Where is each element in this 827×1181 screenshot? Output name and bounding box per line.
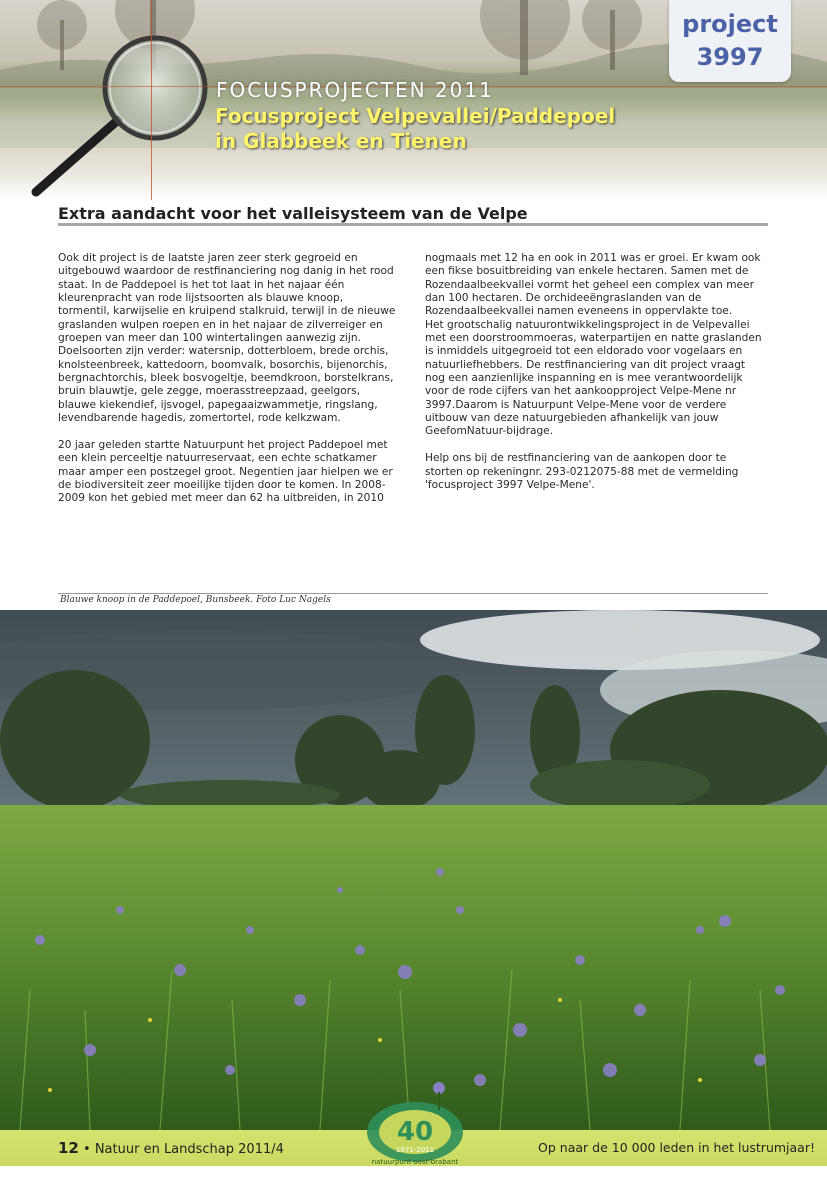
emblem-org: natuurpunt oost-brabant [371, 1158, 459, 1166]
anniversary-emblem-icon [355, 1072, 475, 1168]
project-badge [669, 0, 791, 82]
magazine-name: Natuur en Landschap 2011/4 [94, 1142, 284, 1157]
paragraph: Het grootschalig natuurontwikkelingsproject in de Velpevallei met een doorstroommoeras, waterpartijen en natte graslanden is inmiddels uitgegroeid tot een eldorado voor vogelaars en natuurliefhebbers. De restfinanciering van dit project vraagt nog een aanzienlijke inspanning en is mee verantwoordelijk voor de rode cijfers van het aankoopproject Velpe-Mene nr 3997.Daarom is Natuurpunt Velpe-Mene voor de verdere uitbouw van deze natuurgebieden afhankelijk van jouw GeefomNatuur-bijdrage. [425, 318, 762, 438]
article-column-left [58, 252, 398, 519]
footer-slogan: Op naar de 10 000 leden in het lustrumjaar! [538, 1140, 815, 1155]
footer-separator: • [83, 1142, 91, 1157]
paragraph: 20 jaar geleden startte Natuurpunt het project Paddepoel met een klein perceeltje natuurreservaat, een echte schatkamer maar amper een postzegel groot. Negentien jaar hielpen we er de biodiversiteit zeer moeilijke tijden door te komen. In 2008-2009 kon het gebied met meer dan 62 ha uitbreiden, in 2010 [58, 438, 393, 505]
meadow-photo [0, 610, 827, 1130]
photo-caption: Blauwe knoop in de Paddepoel, Bunsbeek. Foto Luc Nagels [60, 595, 331, 605]
emblem-number: 40 [396, 1117, 434, 1147]
page-title [215, 104, 665, 154]
badge-label: project [682, 10, 778, 38]
section-kicker: FOCUSPROJECTEN 2011 [216, 78, 494, 102]
accent-line-vertical [151, 0, 152, 200]
title-line-2: in Glabbeek en Tienen [215, 129, 467, 153]
paragraph: Help ons bij de restfinanciering van de aankopen door te storten op rekeningnr. 293-0212075-88 met de vermelding 'focusproject 3997 Velpe-Mene'. [425, 452, 739, 491]
footer-page-info [58, 1139, 284, 1157]
paragraph: nogmaals met 12 ha en ook in 2011 was er groei. Er kwam ook een fikse bosuitbreiding van enkele hectaren. Samen met de Rozendaalbeekvallei vormt het geheel een complex van meer dan 100 hectaren. De orchideeëngraslanden van de Rozendaalbeekvallei namen eveneens in oppervlakte toe. [425, 252, 761, 318]
footer-strip [0, 1166, 827, 1181]
paragraph: Ook dit project is de laatste jaren zeer sterk gegroeid en uitgebouwd waardoor de restfinanciering nog danig in het rood staat. In de Paddepoel is het tot laat in het najaar één kleurenpracht van rode lijstsoorten als blauwe knoop, tormentil, karwijselie en kruipend stalkruid, terwijl in de nieuwe graslanden wulpen roepen en in het najaar de zilverreiger en groepen van meer dan 100 wintertalingen aanwezig zijn. Doelsoorten zijn verder: watersnip, dotterbloem, brede orchis, knolsteenbreek, kattedoorn, boomvalk, bosorchis, bijenorchis, bergnachtorchis, bleek bosvogeltje, beemdkroon, borstelkrans, bruin blauwtje, gele zegge, moerasstreepzaad, geelgors, blauwe kiekendief, ijsvogel, papegaaizwammetje, ringslang, levendbarende hagedis, zomertortel, rode kelkzwam. [58, 252, 396, 425]
emblem-years: 1971-2011 [395, 1146, 435, 1154]
article-column-right [425, 252, 765, 506]
caption-divider [58, 593, 768, 594]
meadow-photo-image [0, 610, 827, 1130]
title-line-1: Focusproject Velpevallei/Paddepoel [215, 104, 616, 128]
header-banner [0, 0, 827, 200]
badge-number: 3997 [696, 43, 764, 71]
article-heading: Extra aandacht voor het valleisysteem van de Velpe [58, 204, 768, 226]
page-number: 12 [58, 1139, 79, 1157]
